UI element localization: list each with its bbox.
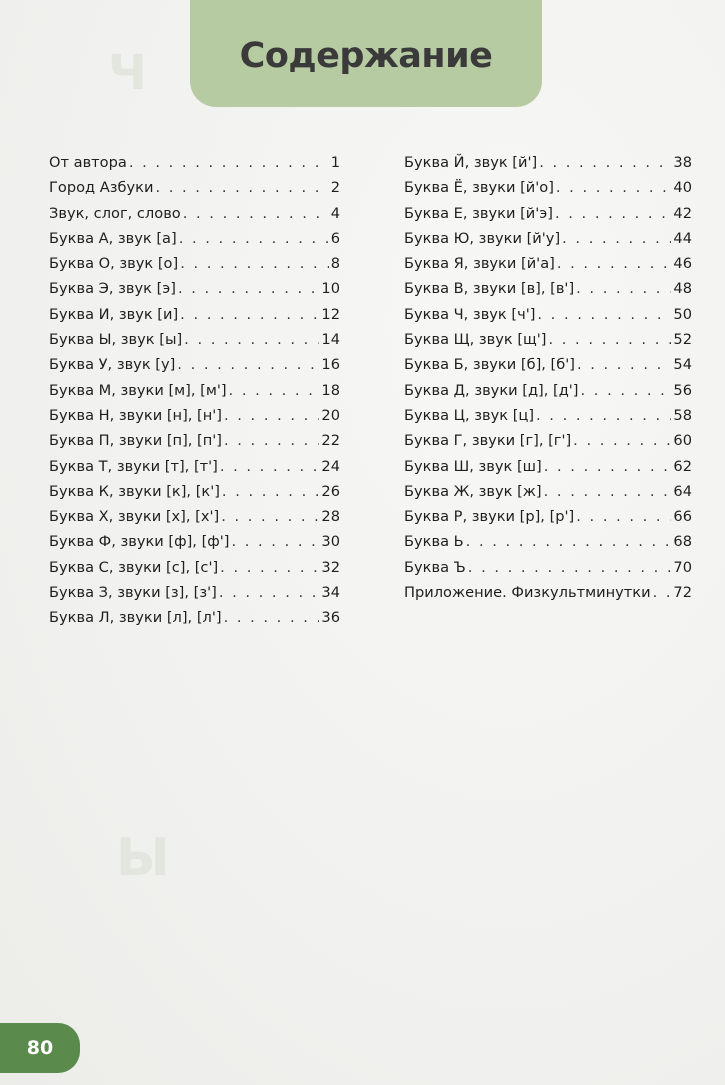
toc-entry-label: Буква Е, звуки [й'э] [404,204,553,222]
toc-dot-leader [577,356,671,373]
toc-entry-page: 66 [673,508,692,526]
toc-entry-label: Буква Л, звуки [л], [л'] [49,609,222,627]
toc-entry-label: Буква Й, звук [й'] [404,154,538,171]
toc-entry [49,280,340,305]
toc-column-left [49,154,340,635]
toc-entry-label: Буква С, звуки [с], [с'] [49,558,219,576]
toc-entry-page: 72 [673,584,692,602]
toc-entry-label: Буква П, звуки [п], [п'] [49,432,222,450]
bleed-through-letter-y: Ы [116,828,170,888]
toc-entry-page: 62 [673,457,692,475]
toc-entry [404,508,692,533]
toc-entry-page: 48 [673,280,692,298]
toc-entry [404,306,692,331]
toc-entry-page: 26 [321,482,340,500]
toc-entry [404,407,692,432]
toc-entry-page: 22 [321,432,340,450]
toc-dot-leader [178,280,319,297]
toc-dot-leader [179,230,329,247]
toc-entry-label: Буква Ъ [404,558,466,576]
toc-dot-leader [229,382,320,399]
toc-dot-leader [184,331,319,348]
toc-dot-leader [222,483,320,500]
toc-column-right [404,154,692,609]
toc-entry-page: 8 [330,255,340,273]
toc-entry-label: Буква А, звук [а] [49,229,177,247]
toc-entry-page: 46 [673,255,692,273]
toc-entry-label: Буква Ш, звук [ш] [404,457,542,475]
toc-dot-leader [177,356,319,373]
toc-dot-leader [219,584,320,601]
toc-entry [404,154,692,179]
toc-entry [49,179,340,204]
toc-dot-leader [557,255,672,272]
toc-entry-page: 52 [673,331,692,349]
toc-entry-page: 6 [330,229,340,247]
toc-entry-page: 54 [673,356,692,374]
toc-dot-leader [544,483,672,500]
toc-entry-page: 1 [330,154,340,171]
toc-entry-page: 2 [330,179,340,197]
toc-entry-label: Буква Г, звуки [г], [г'] [404,432,572,450]
toc-entry [404,331,692,356]
toc-entry [404,584,692,609]
bleed-through-letter-ch: Ч [108,45,147,101]
toc-entry [49,306,340,331]
toc-entry-page: 12 [321,305,340,323]
toc-entry-label: Буква У, звук [у] [49,356,176,374]
toc-dot-leader [562,230,671,247]
toc-entry-label: Буква З, звуки [з], [з'] [49,584,217,602]
toc-entry [404,533,692,558]
page-number: 80 [26,1037,54,1059]
toc-dot-leader [180,255,329,272]
toc-entry [404,356,692,381]
toc-dot-leader [573,432,671,449]
toc-entry [49,154,340,179]
toc-entry-label: Буква Я, звуки [й'а] [404,255,555,273]
toc-entry-label: Буква М, звуки [м], [м'] [49,381,227,399]
toc-entry-label: Буква И, звук [и] [49,305,179,323]
toc-dot-leader [468,559,672,576]
toc-dot-leader [221,508,319,525]
toc-entry-page: 16 [321,356,340,374]
toc-entry-label: Буква Н, звуки [н], [н'] [49,406,222,424]
toc-entry-page: 10 [321,280,340,298]
toc-entry-page: 38 [673,154,692,171]
toc-dot-leader [129,154,329,171]
toc-entry-label: Буква Ж, звук [ж] [404,482,542,500]
toc-entry [49,458,340,483]
title-tab [190,0,542,107]
toc-entry-label: Буква Т, звуки [т], [т'] [49,457,218,475]
toc-entry [404,458,692,483]
toc-entry [49,230,340,255]
toc-entry-page: 20 [321,406,340,424]
toc-entry-label: Буква Ю, звуки [й'у] [404,229,561,247]
toc-entry [49,356,340,381]
toc-dot-leader [220,458,320,475]
toc-entry-page: 42 [673,204,692,222]
toc-dot-leader [576,508,671,525]
toc-entry [404,205,692,230]
toc-entry-label: Приложение. Физкультминутки [404,584,651,602]
toc-dot-leader [576,280,671,297]
toc-entry [49,508,340,533]
toc-dot-leader [224,407,319,424]
toc-entry-label: Буква Ф, звуки [ф], [ф'] [49,533,230,551]
toc-entry [49,533,340,558]
toc-dot-leader [548,331,671,348]
toc-entry-page: 64 [673,482,692,500]
toc-entry [404,483,692,508]
toc-entry [404,255,692,280]
toc-entry [49,255,340,280]
toc-dot-leader [539,154,671,171]
toc-entry-page: 70 [673,558,692,576]
toc-entry-label: Буква В, звуки [в], [в'] [404,280,575,298]
toc-entry-page: 40 [673,179,692,197]
toc-entry-label: От автора [49,154,127,171]
toc-entry-label: Буква Б, звуки [б], [б'] [404,356,575,374]
toc-entry-page: 60 [673,432,692,450]
toc-entry-page: 30 [321,533,340,551]
page-title: Содержание [239,35,493,76]
toc-entry-page: 28 [321,508,340,526]
toc-dot-leader [466,533,672,550]
toc-entry [49,205,340,230]
toc-entry-page: 50 [673,305,692,323]
toc-dot-leader [231,533,319,550]
toc-dot-leader [556,179,672,196]
toc-dot-leader [653,584,672,601]
toc-entry [49,382,340,407]
toc-entry [404,559,692,584]
toc-entry-label: Буква К, звуки [к], [к'] [49,482,220,500]
toc-entry-page: 68 [673,533,692,551]
toc-entry [404,280,692,305]
toc-dot-leader [183,205,329,222]
toc-entry-page: 36 [321,609,340,627]
toc-entry-label: Звук, слог, слово [49,204,181,222]
toc-entry [49,432,340,457]
toc-entry-label: Буква Ц, звук [ц] [404,406,535,424]
toc-entry [49,584,340,609]
toc-entry-label: Город Азбуки [49,179,154,197]
toc-entry-page: 32 [321,558,340,576]
toc-entry [49,559,340,584]
toc-dot-leader [155,179,328,196]
toc-entry [49,331,340,356]
toc-dot-leader [581,382,672,399]
toc-dot-leader [537,306,671,323]
toc-entry [404,432,692,457]
toc-entry-label: Буква Э, звук [э] [49,280,176,298]
toc-entry-page: 24 [321,457,340,475]
toc-entry-page: 44 [673,229,692,247]
toc-entry [49,483,340,508]
toc-entry-label: Буква О, звук [о] [49,255,179,273]
toc-entry-label: Буква Х, звуки [х], [х'] [49,508,220,526]
toc-entry [404,230,692,255]
toc-entry-label: Буква Щ, звук [щ'] [404,331,547,349]
toc-entry-page: 34 [321,584,340,602]
toc-entry-page: 4 [330,204,340,222]
toc-dot-leader [220,559,319,576]
toc-entry-page: 14 [321,331,340,349]
toc-entry [49,609,340,634]
toc-entry-page: 58 [673,406,692,424]
toc-entry-label: Буква Д, звуки [д], [д'] [404,381,579,399]
toc-dot-leader [224,609,320,626]
toc-entry-label: Буква Ы, звук [ы] [49,331,183,349]
toc-entry-page: 18 [321,381,340,399]
toc-entry-page: 56 [673,381,692,399]
toc-entry-label: Буква Р, звуки [р], [р'] [404,508,575,526]
toc-entry-label: Буква Ь [404,533,464,551]
toc-entry-label: Буква Ё, звуки [й'о] [404,179,554,197]
toc-dot-leader [224,432,319,449]
toc-dot-leader [555,205,671,222]
toc-entry [404,382,692,407]
page-number-badge [0,1023,80,1073]
toc-dot-leader [180,306,319,323]
toc-entry [49,407,340,432]
toc-dot-leader [544,458,672,475]
toc-dot-leader [536,407,671,424]
toc-entry-label: Буква Ч, звук [ч'] [404,305,536,323]
toc-entry [404,179,692,204]
